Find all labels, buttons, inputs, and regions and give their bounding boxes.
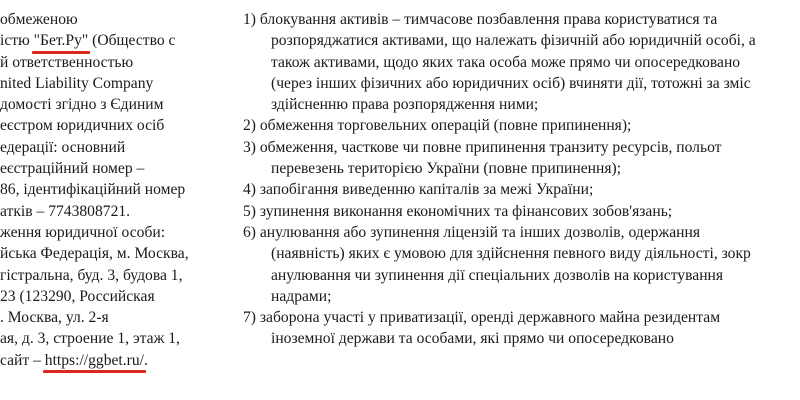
company-line-8: еєстраційний номер –	[0, 160, 145, 178]
company-line-17	[0, 350, 230, 371]
sanction-item-1-line-2: розпоряджатися активами, що належать фізичній або юридичній особі, а	[271, 32, 756, 50]
sanction-item-1-line-5: здійсненню права розпорядження ними;	[271, 96, 539, 114]
company-line-13: гістральна, буд. 3, будова 1,	[0, 266, 183, 284]
sanction-item-3-line-1: 3) обмеження, часткове чи повне припинення транзиту ресурсів, польот	[243, 138, 722, 156]
company-line-14: 23 (123290, Российская	[0, 287, 155, 305]
sanction-item-1-line-4: (через інших фізичних або юридичних осіб) вчиняти дії, тотожні за зміс	[271, 74, 751, 92]
sanction-item-1-line-3: також активами, щодо яких така особа може прямо чи опосередковано	[271, 53, 741, 71]
company-line-2	[0, 30, 230, 51]
company-line-4: nited Liability Company	[0, 74, 154, 92]
company-line-5: домості згідно з Єдиним	[0, 96, 164, 114]
company-line-15: . Москва, ул. 2-я	[0, 309, 109, 327]
sanction-item-2: 2) обмеження торговельних операцій (повне припинення);	[243, 117, 632, 135]
company-line-6: еєстром юридичних осіб	[0, 117, 165, 135]
website-url-highlight: https://ggbet.ru/	[45, 350, 144, 371]
sanction-item-6-line-2: (наявність) яких є умовою для здійснення певного виду діяльності, зокр	[271, 245, 751, 263]
sanction-item-6-line-4: надрами;	[271, 287, 332, 305]
sanction-item-4: 4) запобігання виведенню капіталів за межі України;	[243, 181, 594, 199]
sanction-item-7-line-1: 7) заборона участі у приватизації, оренді державного майна резидентам	[243, 309, 721, 327]
company-line-12: йська Федерація, м. Москва,	[0, 245, 189, 263]
sanction-item-1-line-1: 1) блокування активів – тимчасове позбавлення права користуватися та	[243, 11, 718, 28]
company-line-2-end: (Общество с	[88, 32, 176, 50]
sanctions-list-column	[243, 9, 800, 350]
sanction-item-7-line-2: іноземної держави та особами, які прямо чи опосередковано	[271, 330, 674, 348]
company-line-10: атків – 7743808721.	[0, 202, 131, 220]
company-line-7: едерації: основний	[0, 138, 126, 156]
company-line-3: й ответственностью	[0, 53, 134, 71]
sanction-item-6-line-1: 6) анулювання або зупинення ліцензій та інших дозволів, одержання	[243, 223, 701, 241]
company-line-11: ження юридичної особи:	[0, 223, 166, 241]
website-line-end: .	[144, 351, 148, 369]
company-info-column	[0, 9, 230, 371]
company-line-16: ая, д. 3, строение 1, этаж 1,	[0, 330, 180, 348]
sanction-item-3-line-2: перевезень територією України (повне припинення);	[271, 160, 622, 178]
sanction-item-6-line-3: анулювання чи зупинення дії спеціальних дозволів на користування	[271, 266, 724, 284]
company-line-1: обмеженою	[0, 11, 78, 28]
company-line-2-start: істю	[0, 32, 34, 50]
website-label: сайт –	[0, 351, 45, 369]
sanction-item-5: 5) зупинення виконання економічних та фінансових зобов'язань;	[243, 202, 673, 220]
company-line-9: 86, ідентифікаційний номер	[0, 181, 186, 199]
company-name-highlight: "Бет.Ру"	[34, 30, 89, 51]
